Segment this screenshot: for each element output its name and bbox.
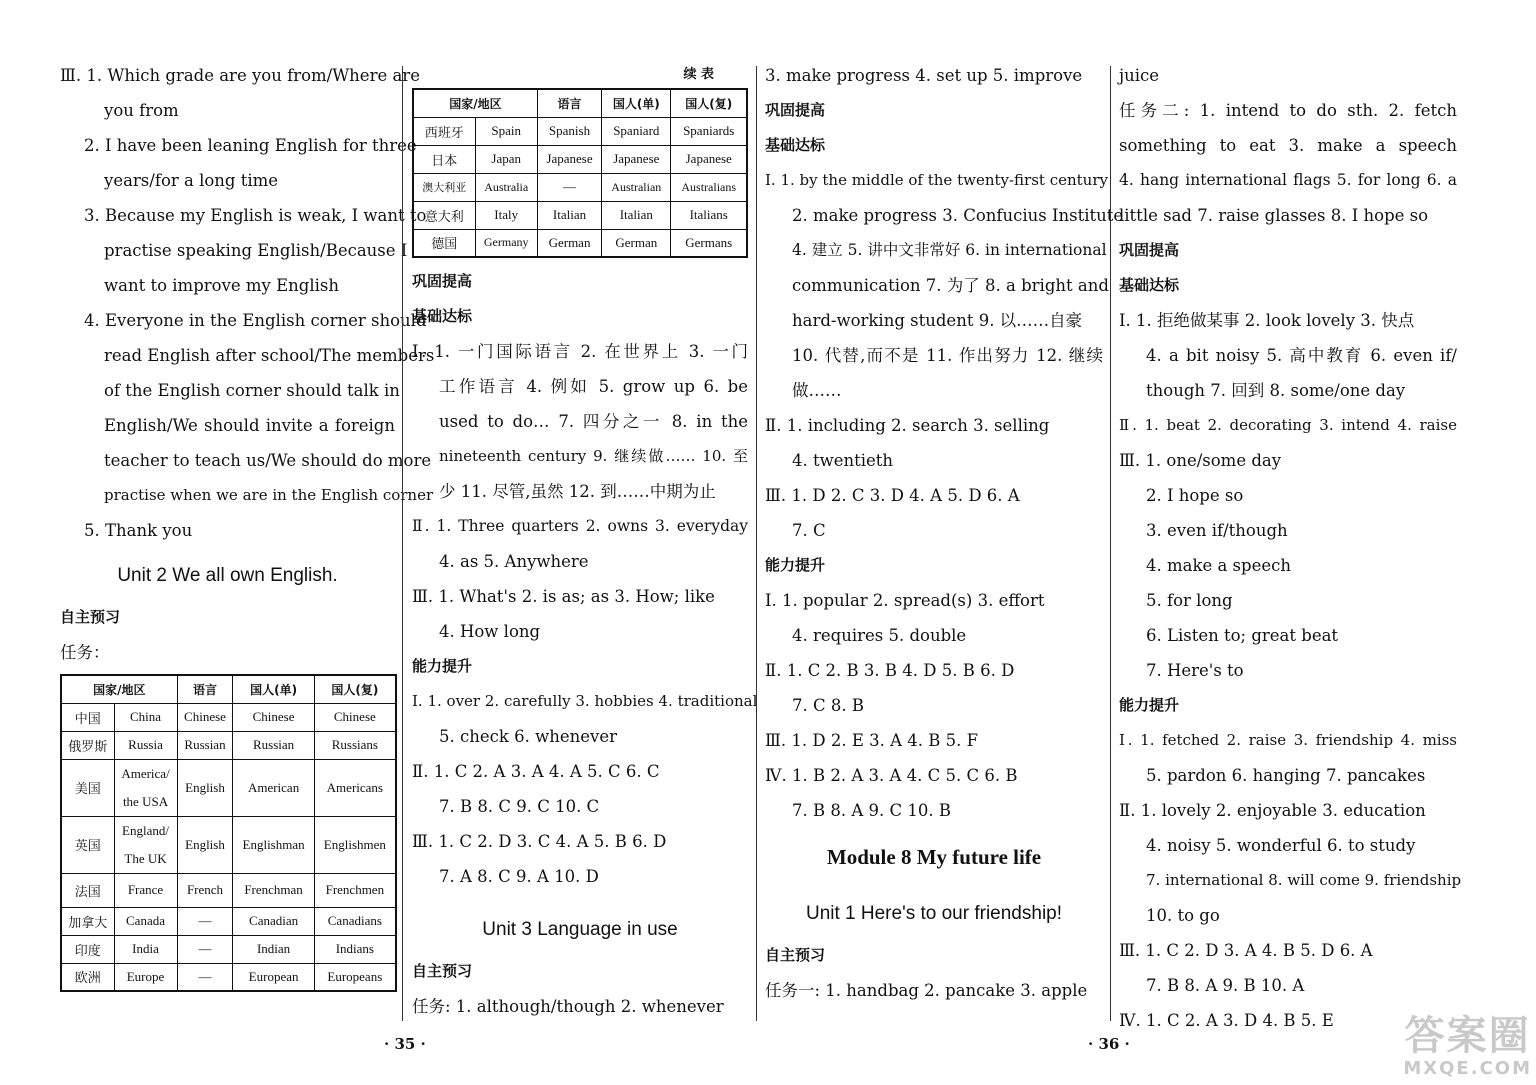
table-cell: Spaniards <box>671 117 747 145</box>
table-cell: England/ The UK <box>114 816 177 873</box>
answer-line: English/We should invite a foreign <box>104 416 395 435</box>
answer-line: 2. make progress 3. Confucius Institute <box>792 206 1124 225</box>
section-heading: 基础达标 <box>765 136 826 154</box>
answer-line: Ⅰ. 1. by the middle of the twenty-first century <box>765 171 1108 189</box>
table-header: 语言 <box>537 89 601 117</box>
table-cell: Spaniard <box>602 117 671 145</box>
answer-line: 5. for long <box>1146 591 1233 610</box>
table-header: 国人(复) <box>314 675 396 703</box>
answer-line: practise speaking English/Because I <box>104 241 408 260</box>
answer-line: read English after school/The members <box>104 346 435 365</box>
answer-line: 5. Thank you <box>84 521 193 540</box>
column-divider <box>402 66 403 1021</box>
table-row <box>61 963 396 991</box>
answer-line: 7. B 8. A 9. B 10. A <box>1146 976 1305 995</box>
answer-line: Ⅱ. 1. including 2. search 3. selling <box>765 416 1050 435</box>
watermark-url: MXQE.COM <box>1403 1058 1532 1079</box>
table-header: 国人(单) <box>233 675 314 703</box>
table-cell: Frenchman <box>233 873 314 907</box>
answer-line: 工作语言 4. 例如 5. grow up 6. be <box>439 377 748 396</box>
answer-line: 7. B 8. A 9. C 10. B <box>792 801 951 820</box>
answer-line: Ⅲ. 1. D 2. E 3. A 4. B 5. F <box>765 731 979 750</box>
answer-line: 4. a bit noisy 5. 高中教育 6. even if/ <box>1146 346 1457 365</box>
task-label: 任务： <box>60 643 110 662</box>
answer-line: Ⅱ. 1. lovely 2. enjoyable 3. education <box>1119 801 1426 820</box>
table-cell: — <box>177 963 233 991</box>
answer-line: 4. How long <box>439 622 541 641</box>
table-cell: 日本 <box>413 145 475 173</box>
table-cell: Indian <box>233 935 314 963</box>
section-heading: 能力提升 <box>1119 696 1180 714</box>
table-cell: 澳大利亚 <box>413 173 475 201</box>
watermark-logo-text: 答案圈 <box>1404 1013 1531 1059</box>
module-title: Module 8 My future life <box>826 845 1042 869</box>
table-cell: Russians <box>314 731 396 759</box>
section-heading: 能力提升 <box>412 657 473 675</box>
table-cell: France <box>114 873 177 907</box>
table-cell: German <box>537 229 601 257</box>
table-cell: 中国 <box>61 703 114 731</box>
answer-line: hard-working student 9. 以……自豪 <box>792 311 1083 330</box>
answer-line: Ⅱ. 1. Three quarters 2. owns 3. everyday <box>412 517 748 535</box>
unit-title: Unit 2 We all own English. <box>117 565 338 586</box>
table-row <box>413 117 747 145</box>
table-cell: Europe <box>114 963 177 991</box>
table-cell: Italians <box>671 201 747 229</box>
section-heading: 自主预习 <box>765 946 826 964</box>
table-cell: America/ the USA <box>114 759 177 816</box>
section-heading: 基础达标 <box>1119 276 1180 294</box>
table-cell: Spanish <box>537 117 601 145</box>
section-heading: 巩固提高 <box>412 272 473 290</box>
answer-line: communication 7. 为了 8. a bright and <box>792 276 1109 295</box>
answer-line: 7. A 8. C 9. A 10. D <box>439 867 599 886</box>
answer-line: 3. make progress 4. set up 5. improve <box>765 66 1083 85</box>
table-cell: 加拿大 <box>61 907 114 935</box>
table-cell: Russian <box>177 731 233 759</box>
section-heading: 巩固提高 <box>765 101 826 119</box>
page-number-right: · 36 · <box>1088 1035 1130 1053</box>
table-cell: German <box>602 229 671 257</box>
answer-line: Ⅱ. 1. C 2. B 3. B 4. D 5. B 6. D <box>765 661 1015 680</box>
answer-line: used to do… 7. 四分之一 8. in the <box>439 412 748 431</box>
table-cell: Europeans <box>314 963 396 991</box>
answer-line: 7. Here's to <box>1146 661 1244 680</box>
column-2 <box>412 58 758 1024</box>
section-heading: 巩固提高 <box>1119 241 1180 259</box>
table-cell: 意大利 <box>413 201 475 229</box>
answer-line: 4. requires 5. double <box>792 626 967 645</box>
table-cell: Frenchmen <box>314 873 396 907</box>
answer-line: Ⅰ. 1. popular 2. spread(s) 3. effort <box>765 591 1045 610</box>
answer-line: 3. Because my English is weak, I want to <box>84 206 427 225</box>
table-cell: Chinese <box>233 703 314 731</box>
table-header: 国家/地区 <box>61 675 177 703</box>
answer-line: Ⅱ. 1. beat 2. decorating 3. intend 4. raise <box>1119 416 1457 434</box>
table-cell: 德国 <box>413 229 475 257</box>
answer-line: Ⅲ. 1. one/some day <box>1119 451 1282 470</box>
unit-title: Unit 1 Here's to our friendship! <box>805 903 1063 924</box>
column-4 <box>1119 58 1462 1038</box>
answer-line: teacher to teach us/We should do more <box>104 451 432 470</box>
answer-line: Ⅲ. 1. D 2. C 3. D 4. A 5. D 6. A <box>765 486 1020 505</box>
answer-line: of the English corner should talk in <box>104 381 400 400</box>
country-table-continued <box>412 88 748 258</box>
table-cell: 英国 <box>61 816 114 873</box>
table-header: 语言 <box>177 675 233 703</box>
section-heading: 能力提升 <box>765 556 826 574</box>
table-cell: Englishman <box>233 816 314 873</box>
country-table <box>60 674 397 992</box>
table-cell: Japanese <box>602 145 671 173</box>
table-cell: Chinese <box>177 703 233 731</box>
answer-line: 7. international 8. will come 9. friendship <box>1146 871 1462 889</box>
table-cell: Chinese <box>314 703 396 731</box>
answer-line: 4. noisy 5. wonderful 6. to study <box>1146 836 1416 855</box>
answer-line: though 7. 回到 8. some/one day <box>1146 381 1406 400</box>
table-cell: — <box>537 173 601 201</box>
answer-line: Ⅳ. 1. C 2. A 3. D 4. B 5. E <box>1119 1011 1334 1030</box>
table-cell: Japan <box>475 145 537 173</box>
table-cell: — <box>177 907 233 935</box>
answer-line: 4. twentieth <box>792 451 894 470</box>
answer-line: Ⅲ. 1. Which grade are you from/Where are <box>60 66 420 85</box>
answer-line: 6. Listen to; great beat <box>1146 626 1339 645</box>
table-cell: Italian <box>602 201 671 229</box>
answer-line: 10. 代替,而不是 11. 作出努力 12. 继续 <box>792 346 1103 365</box>
table-cell: Australia <box>475 173 537 201</box>
section-heading: 自主预习 <box>60 608 121 626</box>
table-cell: Americans <box>314 759 396 816</box>
unit-title: Unit 3 Language in use <box>482 919 678 940</box>
table-row <box>61 759 396 816</box>
answer-line: 5. pardon 6. hanging 7. pancakes <box>1146 766 1426 785</box>
watermark <box>1403 1014 1532 1079</box>
table-header: 国人(复) <box>671 89 747 117</box>
table-cell: English <box>177 816 233 873</box>
table-cell: Canadian <box>233 907 314 935</box>
table-cell: Australians <box>671 173 747 201</box>
table-cell: European <box>233 963 314 991</box>
table-cell: China <box>114 703 177 731</box>
answer-line: 4. hang international flags 5. for long 6. a <box>1119 171 1457 189</box>
column-divider <box>1110 66 1111 1021</box>
page-number-left: · 35 · <box>384 1035 426 1053</box>
table-cell: Germany <box>475 229 537 257</box>
answer-line: Ⅱ. 1. C 2. A 3. A 4. A 5. C 6. C <box>412 762 660 781</box>
table-cell: 美国 <box>61 759 114 816</box>
answer-line: 5. check 6. whenever <box>439 727 617 746</box>
table-cell: Italy <box>475 201 537 229</box>
answer-line: 4. Everyone in the English corner should <box>84 311 427 330</box>
table-cell: Australian <box>602 173 671 201</box>
column-1 <box>60 58 435 992</box>
answer-line: Ⅲ. 1. C 2. D 3. A 4. B 5. D 6. A <box>1119 941 1373 960</box>
table-cell: Germans <box>671 229 747 257</box>
table-cell: Japanese <box>537 145 601 173</box>
answer-line: 2. I hope so <box>1146 486 1244 505</box>
table-cell: Russian <box>233 731 314 759</box>
answer-line: 7. B 8. C 9. C 10. C <box>439 797 600 816</box>
table-cell: 印度 <box>61 935 114 963</box>
answer-line: 3. even if/though <box>1146 521 1288 540</box>
table-row <box>61 703 396 731</box>
answer-line: 10. to go <box>1146 906 1220 925</box>
answer-line: 4. 建立 5. 讲中文非常好 6. in international <box>792 241 1107 259</box>
table-row <box>413 145 747 173</box>
answer-line: 少 11. 尽管,虽然 12. 到……中期为止 <box>439 482 716 501</box>
answer-line: 做…… <box>792 381 842 400</box>
table-cell: Japanese <box>671 145 747 173</box>
continued-label: 续 表 <box>683 67 714 82</box>
answer-line: practise when we are in the English corner <box>104 486 434 504</box>
answer-line: juice <box>1119 66 1160 85</box>
answer-line: 4. make a speech <box>1146 556 1291 575</box>
table-cell: Canada <box>114 907 177 935</box>
table-row <box>61 873 396 907</box>
answer-line: years/for a long time <box>104 171 279 190</box>
table-row <box>61 935 396 963</box>
table-cell: 欧洲 <box>61 963 114 991</box>
answer-line: you from <box>104 101 179 120</box>
answer-line: Ⅳ. 1. B 2. A 3. A 4. C 5. C 6. B <box>765 766 1018 785</box>
table-cell: Russia <box>114 731 177 759</box>
table-cell: English <box>177 759 233 816</box>
answer-line: 任务: 1. although/though 2. whenever <box>412 997 724 1016</box>
answer-line: 2. I have been leaning English for three <box>84 136 417 155</box>
table-row <box>61 731 396 759</box>
table-header: 国人(单) <box>602 89 671 117</box>
table-cell: Canadians <box>314 907 396 935</box>
answer-line: Ⅲ. 1. What's 2. is as; as 3. How; like <box>412 587 715 606</box>
table-cell: Englishmen <box>314 816 396 873</box>
section-heading: 自主预习 <box>412 962 473 980</box>
table-cell: Indians <box>314 935 396 963</box>
table-row <box>61 816 396 873</box>
answer-line: want to improve my English <box>104 276 340 295</box>
table-cell: Spain <box>475 117 537 145</box>
table-cell: 俄罗斯 <box>61 731 114 759</box>
table-cell: — <box>177 935 233 963</box>
answer-line: 任务二: 1. intend to do sth. 2. fetch <box>1119 101 1457 120</box>
table-cell: 法国 <box>61 873 114 907</box>
table-cell: American <box>233 759 314 816</box>
answer-line: Ⅰ. 1. over 2. carefully 3. hobbies 4. traditional <box>412 692 758 710</box>
answer-line: Ⅰ. 1. 一门国际语言 2. 在世界上 3. 一门 <box>412 342 748 361</box>
answer-line: 4. as 5. Anywhere <box>439 552 589 571</box>
table-row <box>61 907 396 935</box>
answer-line: little sad 7. raise glasses 8. I hope so <box>1119 206 1429 225</box>
answer-line: nineteenth century 9. 继续做…… 10. 至 <box>439 447 748 465</box>
answer-line: Ⅲ. 1. C 2. D 3. C 4. A 5. B 6. D <box>412 832 667 851</box>
answer-line: 任务一: 1. handbag 2. pancake 3. apple <box>765 981 1088 1000</box>
table-header: 国家/地区 <box>413 89 537 117</box>
section-heading: 基础达标 <box>412 307 473 325</box>
table-cell: India <box>114 935 177 963</box>
table-cell: Italian <box>537 201 601 229</box>
answer-line: something to eat 3. make a speech <box>1119 136 1457 155</box>
table-row <box>413 229 747 257</box>
answer-line: Ⅰ. 1. fetched 2. raise 3. friendship 4. miss <box>1119 731 1457 749</box>
table-row <box>413 173 747 201</box>
table-row <box>413 201 747 229</box>
column-3 <box>765 58 1124 1008</box>
column-divider <box>756 66 757 1021</box>
answer-line: 7. C <box>792 521 826 540</box>
table-cell: 西班牙 <box>413 117 475 145</box>
answer-line: Ⅰ. 1. 拒绝做某事 2. look lovely 3. 快点 <box>1119 311 1415 330</box>
answer-line: 7. C 8. B <box>792 696 864 715</box>
table-cell: French <box>177 873 233 907</box>
